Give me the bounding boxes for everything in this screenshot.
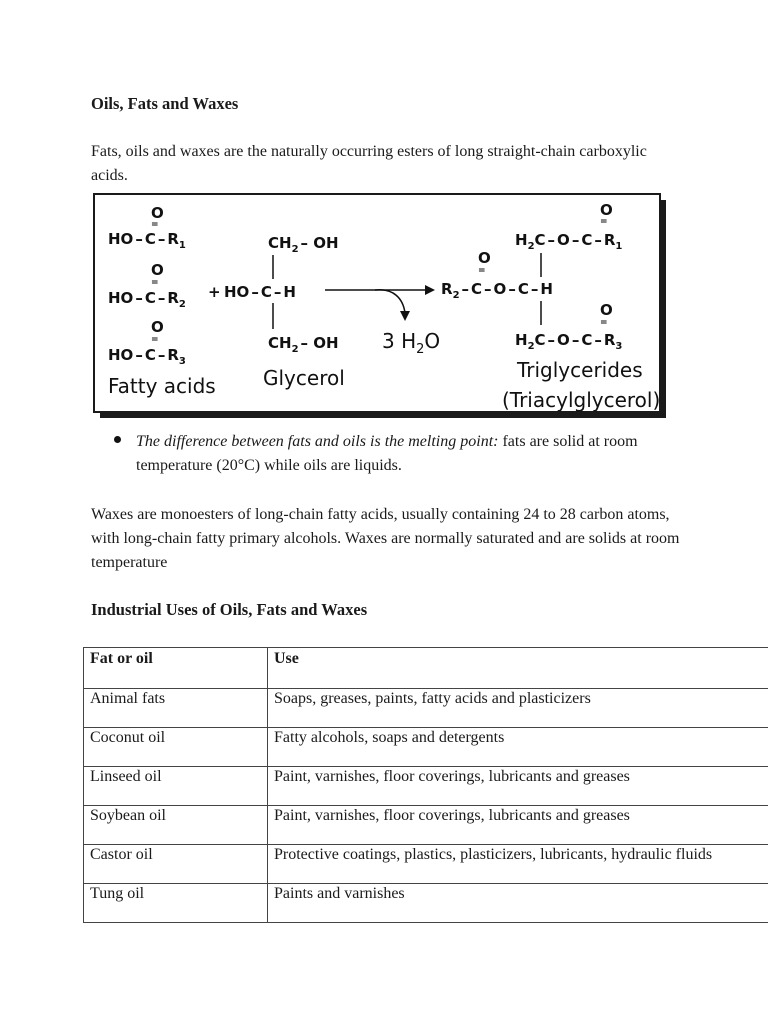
cell-fat: Linseed oil xyxy=(84,767,268,806)
waxes-paragraph: Waxes are monoesters of long-chain fatty acids, usually containing 24 to 28 carbon atoms, with long-chain fatty primary alcohols. Waxes are normally saturated and are solids at room temperature xyxy=(91,506,680,571)
header-fat-or-oil: Fat or oil xyxy=(84,648,268,689)
intro-paragraph: Fats, oils and waxes are the naturally occurring esters of long straight-chain carboxylic acids. xyxy=(91,143,647,184)
svg-text:O: O xyxy=(600,201,613,219)
triglyceride-middle: $R_2$ – C – O – C – H xyxy=(441,280,553,301)
triacylglycerol-label: (Triacylglycerol) xyxy=(502,388,661,412)
glycerol-center: HO – C – H xyxy=(224,283,296,301)
svg-text:=: = xyxy=(151,278,159,288)
esterification-diagram xyxy=(93,193,667,418)
triglyceride-bottom: $H_2C$ – O – C – $R_3$ xyxy=(515,331,623,352)
fatty-acid-1: HO – C – $R_1$ xyxy=(108,230,186,251)
carbonyl-oxygen: O xyxy=(151,204,164,222)
svg-text:=: = xyxy=(600,318,608,328)
page-title: Oils, Fats and Waxes xyxy=(91,94,239,113)
cell-fat: Tung oil xyxy=(84,884,268,923)
svg-text:=: = xyxy=(478,266,486,276)
cell-use: Protective coatings, plastics, plasticizers, lubricants, hydraulic fluids xyxy=(268,845,768,884)
fatty-acids-label: Fatty acids xyxy=(108,374,216,398)
table-row xyxy=(84,806,768,845)
fatty-acid-2: HO – C – $R_2$ xyxy=(108,289,186,310)
svg-text:=: = xyxy=(600,217,608,227)
svg-text:O: O xyxy=(600,301,613,319)
bullet-marker xyxy=(114,436,121,443)
svg-text:=: = xyxy=(151,335,159,345)
glycerol-bottom: $CH_2$ – OH xyxy=(268,334,339,355)
bullet-plain: fats are solid at room temperature (20°C) while oils are liquids. xyxy=(136,433,638,474)
table-row xyxy=(84,884,768,923)
cell-fat: Animal fats xyxy=(84,689,268,728)
svg-text:=: = xyxy=(151,220,159,230)
glycerol-label: Glycerol xyxy=(263,366,345,390)
table-row xyxy=(84,845,768,884)
plus-sign: + xyxy=(208,283,221,301)
table-row xyxy=(84,689,768,728)
cell-use: Paint, varnishes, floor coverings, lubricants and greases xyxy=(268,767,768,806)
svg-text:O: O xyxy=(151,318,164,336)
water-label: 3 $H_2O$ xyxy=(382,329,441,357)
cell-use: Paints and varnishes xyxy=(268,884,768,923)
table-row xyxy=(84,767,768,806)
cell-fat: Castor oil xyxy=(84,845,268,884)
section-heading: Industrial Uses of Oils, Fats and Waxes xyxy=(91,600,368,619)
svg-text:O: O xyxy=(151,261,164,279)
cell-use: Soaps, greases, paints, fatty acids and plasticizers xyxy=(268,689,768,728)
bullet-item xyxy=(136,430,696,478)
glycerol-top: $CH_2$ – OH xyxy=(268,234,339,255)
table-row xyxy=(84,728,768,767)
table-header-row xyxy=(84,648,768,689)
triglycerides-label: Triglycerides xyxy=(517,358,643,382)
header-use: Use xyxy=(268,648,768,689)
fatty-acid-3: HO – C – $R_3$ xyxy=(108,346,186,367)
cell-use: Fatty alcohols, soaps and detergents xyxy=(268,728,768,767)
cell-use: Paint, varnishes, floor coverings, lubricants and greases xyxy=(268,806,768,845)
triglyceride-top: $H_2C$ – O – C – $R_1$ xyxy=(515,231,623,252)
cell-fat: Soybean oil xyxy=(84,806,268,845)
svg-text:O: O xyxy=(478,249,491,267)
reaction-scheme xyxy=(93,193,667,418)
bullet-italic: The difference between fats and oils is the melting point: xyxy=(136,433,499,450)
cell-fat: Coconut oil xyxy=(84,728,268,767)
uses-table xyxy=(83,647,768,923)
